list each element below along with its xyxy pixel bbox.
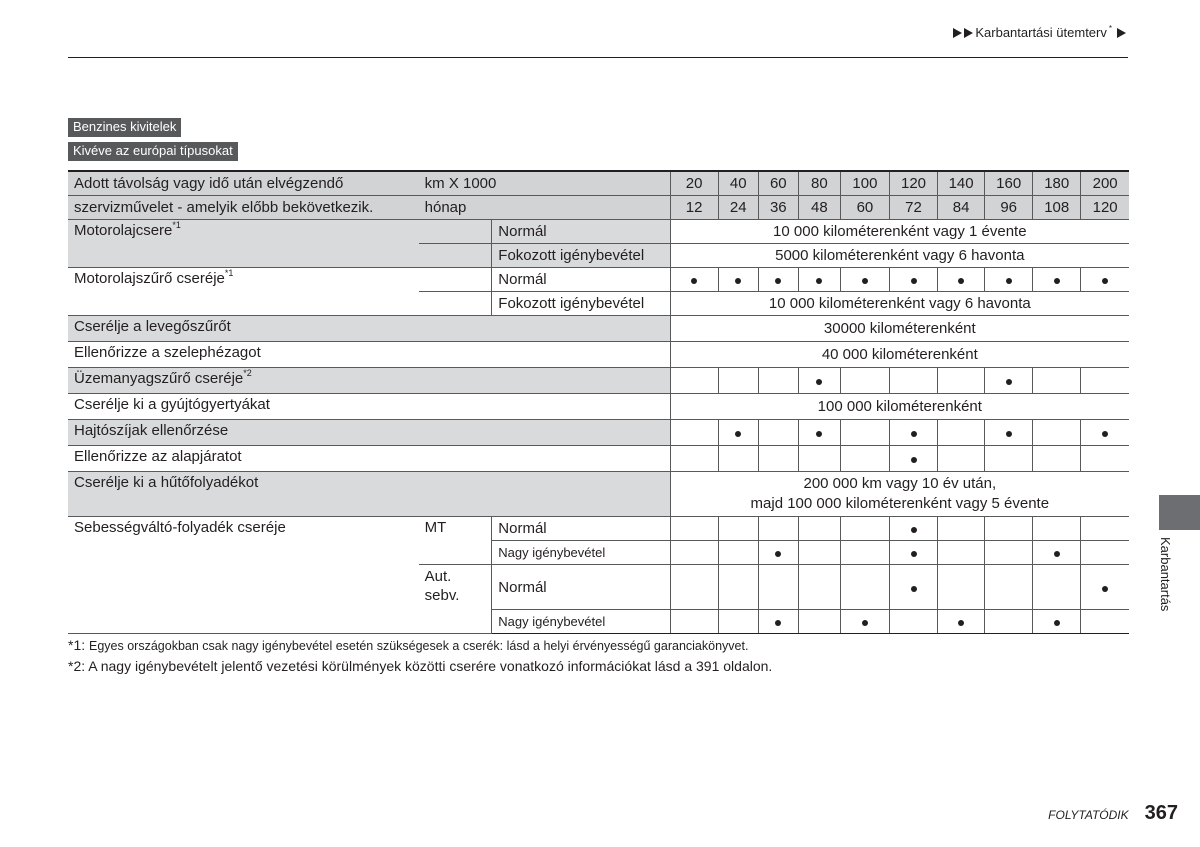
table-row [68,316,1129,342]
month-value: 72 [889,196,937,220]
maintenance-schedule-table [68,170,1129,634]
interval-cell [938,268,985,292]
interval-cell [670,268,718,292]
maintenance-item [68,342,419,368]
km-value: 80 [798,171,840,196]
interval-cell [670,541,718,565]
interval-cell [985,565,1033,610]
transmission-type: MT [419,517,492,565]
header-label-line1: Adott távolság vagy idő után elvégzendő [68,171,419,196]
table-row [68,220,1129,244]
km-value: 120 [889,171,937,196]
km-value: 20 [670,171,718,196]
interval-cell [840,517,889,541]
header-rule [68,57,1128,58]
interval-cell [718,446,758,472]
interval-cell [758,541,798,565]
maintenance-item-label: Üzemanyagszűrő cseréje [74,370,244,387]
spacer-cell [419,446,670,472]
maintenance-item [68,472,419,517]
maintenance-item [68,268,419,316]
service-dot-icon [1006,431,1012,437]
interval-text: 5000 kilométerenként vagy 6 havonta [670,244,1129,268]
service-condition: Fokozott igénybevétel [492,244,670,268]
table-row [68,342,1129,368]
spacer-cell [419,316,670,342]
footnote-reference: *1 [172,220,181,230]
spacer-cell [419,244,492,268]
maintenance-item [68,316,419,342]
interval-cell [889,268,937,292]
interval-cell [985,541,1033,565]
interval-cell [985,610,1033,634]
interval-cell [758,517,798,541]
interval-cell [798,268,840,292]
table-row [68,394,1129,420]
interval-cell [938,565,985,610]
service-dot-icon [958,620,964,626]
interval-text: 10 000 kilométerenként vagy 6 havonta [670,292,1129,316]
transmission-type [419,565,492,634]
page-footer [1048,802,1178,825]
spacer-cell [419,368,670,394]
interval-cell [1081,610,1129,634]
month-value: 12 [670,196,718,220]
interval-cell [758,565,798,610]
km-value: 200 [1081,171,1129,196]
interval-text: 100 000 kilométerenként [670,394,1129,420]
table-row [68,446,1129,472]
service-dot-icon [1006,278,1012,284]
month-value: 24 [718,196,758,220]
interval-cell [840,368,889,394]
interval-cell [758,268,798,292]
service-dot-icon [911,551,917,557]
service-dot-icon [775,551,781,557]
transmission-type-line1: Aut. [424,568,452,585]
service-dot-icon [775,620,781,626]
km-value: 160 [985,171,1033,196]
maintenance-item-label: Hajtószíjak ellenőrzése [74,422,229,439]
maintenance-item [68,394,419,420]
arrow-right-icon [1117,28,1126,38]
service-condition: Nagy igénybevétel [492,610,670,634]
interval-text-line1: 200 000 km vagy 10 év után, [803,475,997,492]
interval-cell [798,610,840,634]
interval-cell [840,446,889,472]
interval-cell [889,610,937,634]
variant-tag-petrol: Benzines kivitelek [68,118,181,137]
interval-cell [758,610,798,634]
page-number: 367 [1144,802,1178,824]
service-dot-icon [862,620,868,626]
interval-cell [938,446,985,472]
service-condition: Normál [492,517,670,541]
interval-cell [718,368,758,394]
service-condition: Normál [492,268,670,292]
interval-text [670,472,1129,517]
interval-cell [1033,268,1081,292]
interval-cell [1033,420,1081,446]
interval-cell [889,541,937,565]
spacer-cell [419,268,492,292]
service-dot-icon [911,586,917,592]
variant-tag-region: Kivéve az európai típusokat [68,142,238,161]
interval-cell [1081,446,1129,472]
km-value: 60 [758,171,798,196]
interval-text: 30000 kilométerenként [670,316,1129,342]
service-dot-icon [911,278,917,284]
month-value: 108 [1033,196,1081,220]
spacer-cell [419,472,670,517]
interval-text: 10 000 kilométerenként vagy 1 évente [670,220,1129,244]
arrow-right-icon [964,28,973,38]
footnote-1-mark: *1: [68,637,86,653]
interval-cell [1033,368,1081,394]
service-dot-icon [1102,431,1108,437]
month-value: 60 [840,196,889,220]
table-row [68,268,1129,292]
interval-cell [889,565,937,610]
interval-cell [840,268,889,292]
km-value: 180 [1033,171,1081,196]
month-value: 84 [938,196,985,220]
interval-cell [840,610,889,634]
footnote-2-text: A nagy igénybevételt jelentő vezetési körülmények közötti cserére vonatkozó információkat lásd a 391 oldalon. [88,658,773,674]
interval-cell [758,420,798,446]
maintenance-item-label: Sebességváltó-folyadék cseréje [74,519,286,536]
interval-cell [938,541,985,565]
interval-cell [985,517,1033,541]
interval-cell [1081,420,1129,446]
interval-cell [938,517,985,541]
service-dot-icon [816,278,822,284]
maintenance-item-label: Cserélje ki a gyújtógyertyákat [74,396,270,413]
interval-cell [798,446,840,472]
interval-cell [670,517,718,541]
month-value: 36 [758,196,798,220]
km-value: 140 [938,171,985,196]
interval-cell [889,368,937,394]
service-dot-icon [1054,551,1060,557]
section-tab-marker [1159,495,1200,530]
interval-cell [758,368,798,394]
interval-cell [798,565,840,610]
interval-cell [1081,517,1129,541]
interval-cell [985,268,1033,292]
service-dot-icon [1102,586,1108,592]
spacer-cell [419,220,492,244]
service-condition: Normál [492,220,670,244]
interval-cell [798,420,840,446]
km-label: km X 1000 [419,171,670,196]
footnotes [68,635,772,676]
table-row [68,472,1129,517]
table-header-row [68,196,1129,220]
maintenance-item-label: Ellenőrizze a szelephézagot [74,344,261,361]
service-condition: Normál [492,565,670,610]
service-dot-icon [775,278,781,284]
month-label: hónap [419,196,670,220]
service-dot-icon [911,457,917,463]
month-value: 48 [798,196,840,220]
footnote-1 [68,635,772,656]
service-dot-icon [691,278,697,284]
breadcrumb-asterisk: * [1108,24,1112,33]
km-value: 100 [840,171,889,196]
interval-cell [758,446,798,472]
interval-cell [889,517,937,541]
service-dot-icon [816,379,822,385]
section-tab-label: Karbantartás [1158,537,1173,612]
interval-cell [938,420,985,446]
spacer-cell [419,292,492,316]
interval-text: 40 000 kilométerenként [670,342,1129,368]
interval-cell [1033,517,1081,541]
month-value: 120 [1081,196,1129,220]
footnote-2 [68,656,772,676]
service-condition: Nagy igénybevétel [492,541,670,565]
maintenance-item-label: Ellenőrizze az alapjáratot [74,448,242,465]
interval-cell [938,610,985,634]
table-header-row [68,171,1129,196]
table-row [68,368,1129,394]
interval-cell [840,565,889,610]
spacer-cell [419,420,670,446]
maintenance-item [68,368,419,394]
interval-cell [718,268,758,292]
maintenance-item-label: Motorolajszűrő cseréje [74,270,225,287]
service-dot-icon [816,431,822,437]
interval-cell [718,420,758,446]
footnote-reference: *2 [243,368,252,378]
interval-cell [798,541,840,565]
interval-cell [840,420,889,446]
interval-cell [718,610,758,634]
breadcrumb-label: Karbantartási ütemterv [975,25,1107,40]
footnote-1-text: Egyes országokban csak nagy igénybevétel esetén szükségesek a cserék: lásd a helyi érvényességű garanciakönyvet. [89,639,749,653]
header-label-line2: szervizművelet - amelyik előbb bekövetkezik. [68,196,419,220]
interval-cell [1081,565,1129,610]
service-dot-icon [911,431,917,437]
interval-cell [1033,610,1081,634]
maintenance-item [68,517,419,634]
interval-cell [985,420,1033,446]
service-dot-icon [958,278,964,284]
service-dot-icon [862,278,868,284]
month-value: 96 [985,196,1033,220]
interval-cell [670,368,718,394]
interval-cell [1033,446,1081,472]
maintenance-item [68,220,419,268]
interval-cell [1081,268,1129,292]
service-dot-icon [1054,620,1060,626]
spacer-cell [419,342,670,368]
interval-cell [798,368,840,394]
interval-cell [889,446,937,472]
interval-cell [670,610,718,634]
interval-cell [985,446,1033,472]
maintenance-item-label: Cserélje a levegőszűrőt [74,318,231,335]
interval-cell [1081,368,1129,394]
interval-cell [938,368,985,394]
maintenance-item-label: Cserélje ki a hűtőfolyadékot [74,474,259,491]
interval-cell [840,541,889,565]
continued-label: FOLYTATÓDIK [1048,808,1129,822]
interval-cell [718,517,758,541]
footnote-2-mark: *2: [68,658,86,674]
maintenance-item [68,420,419,446]
table-row [68,420,1129,446]
service-condition: Fokozott igénybevétel [492,292,670,316]
interval-cell [985,368,1033,394]
interval-cell [670,446,718,472]
arrow-right-icon [953,28,962,38]
service-dot-icon [1054,278,1060,284]
maintenance-item [68,446,419,472]
footnote-reference: *1 [224,268,234,278]
interval-cell [718,565,758,610]
service-dot-icon [735,431,741,437]
interval-text-line2: majd 100 000 kilométerenként vagy 5 évente [750,495,1050,512]
maintenance-item-label: Motorolajcsere [74,222,173,239]
interval-cell [670,420,718,446]
interval-cell [670,565,718,610]
interval-cell [798,517,840,541]
interval-cell [718,541,758,565]
transmission-type-line2: sebv. [424,587,460,604]
interval-cell [889,420,937,446]
interval-cell [1081,541,1129,565]
service-dot-icon [1102,278,1108,284]
breadcrumb [953,25,1126,40]
service-dot-icon [911,527,917,533]
interval-cell [1033,565,1081,610]
table-row [68,517,1129,541]
interval-cell [1033,541,1081,565]
service-dot-icon [1006,379,1012,385]
service-dot-icon [735,278,741,284]
km-value: 40 [718,171,758,196]
spacer-cell [419,394,670,420]
